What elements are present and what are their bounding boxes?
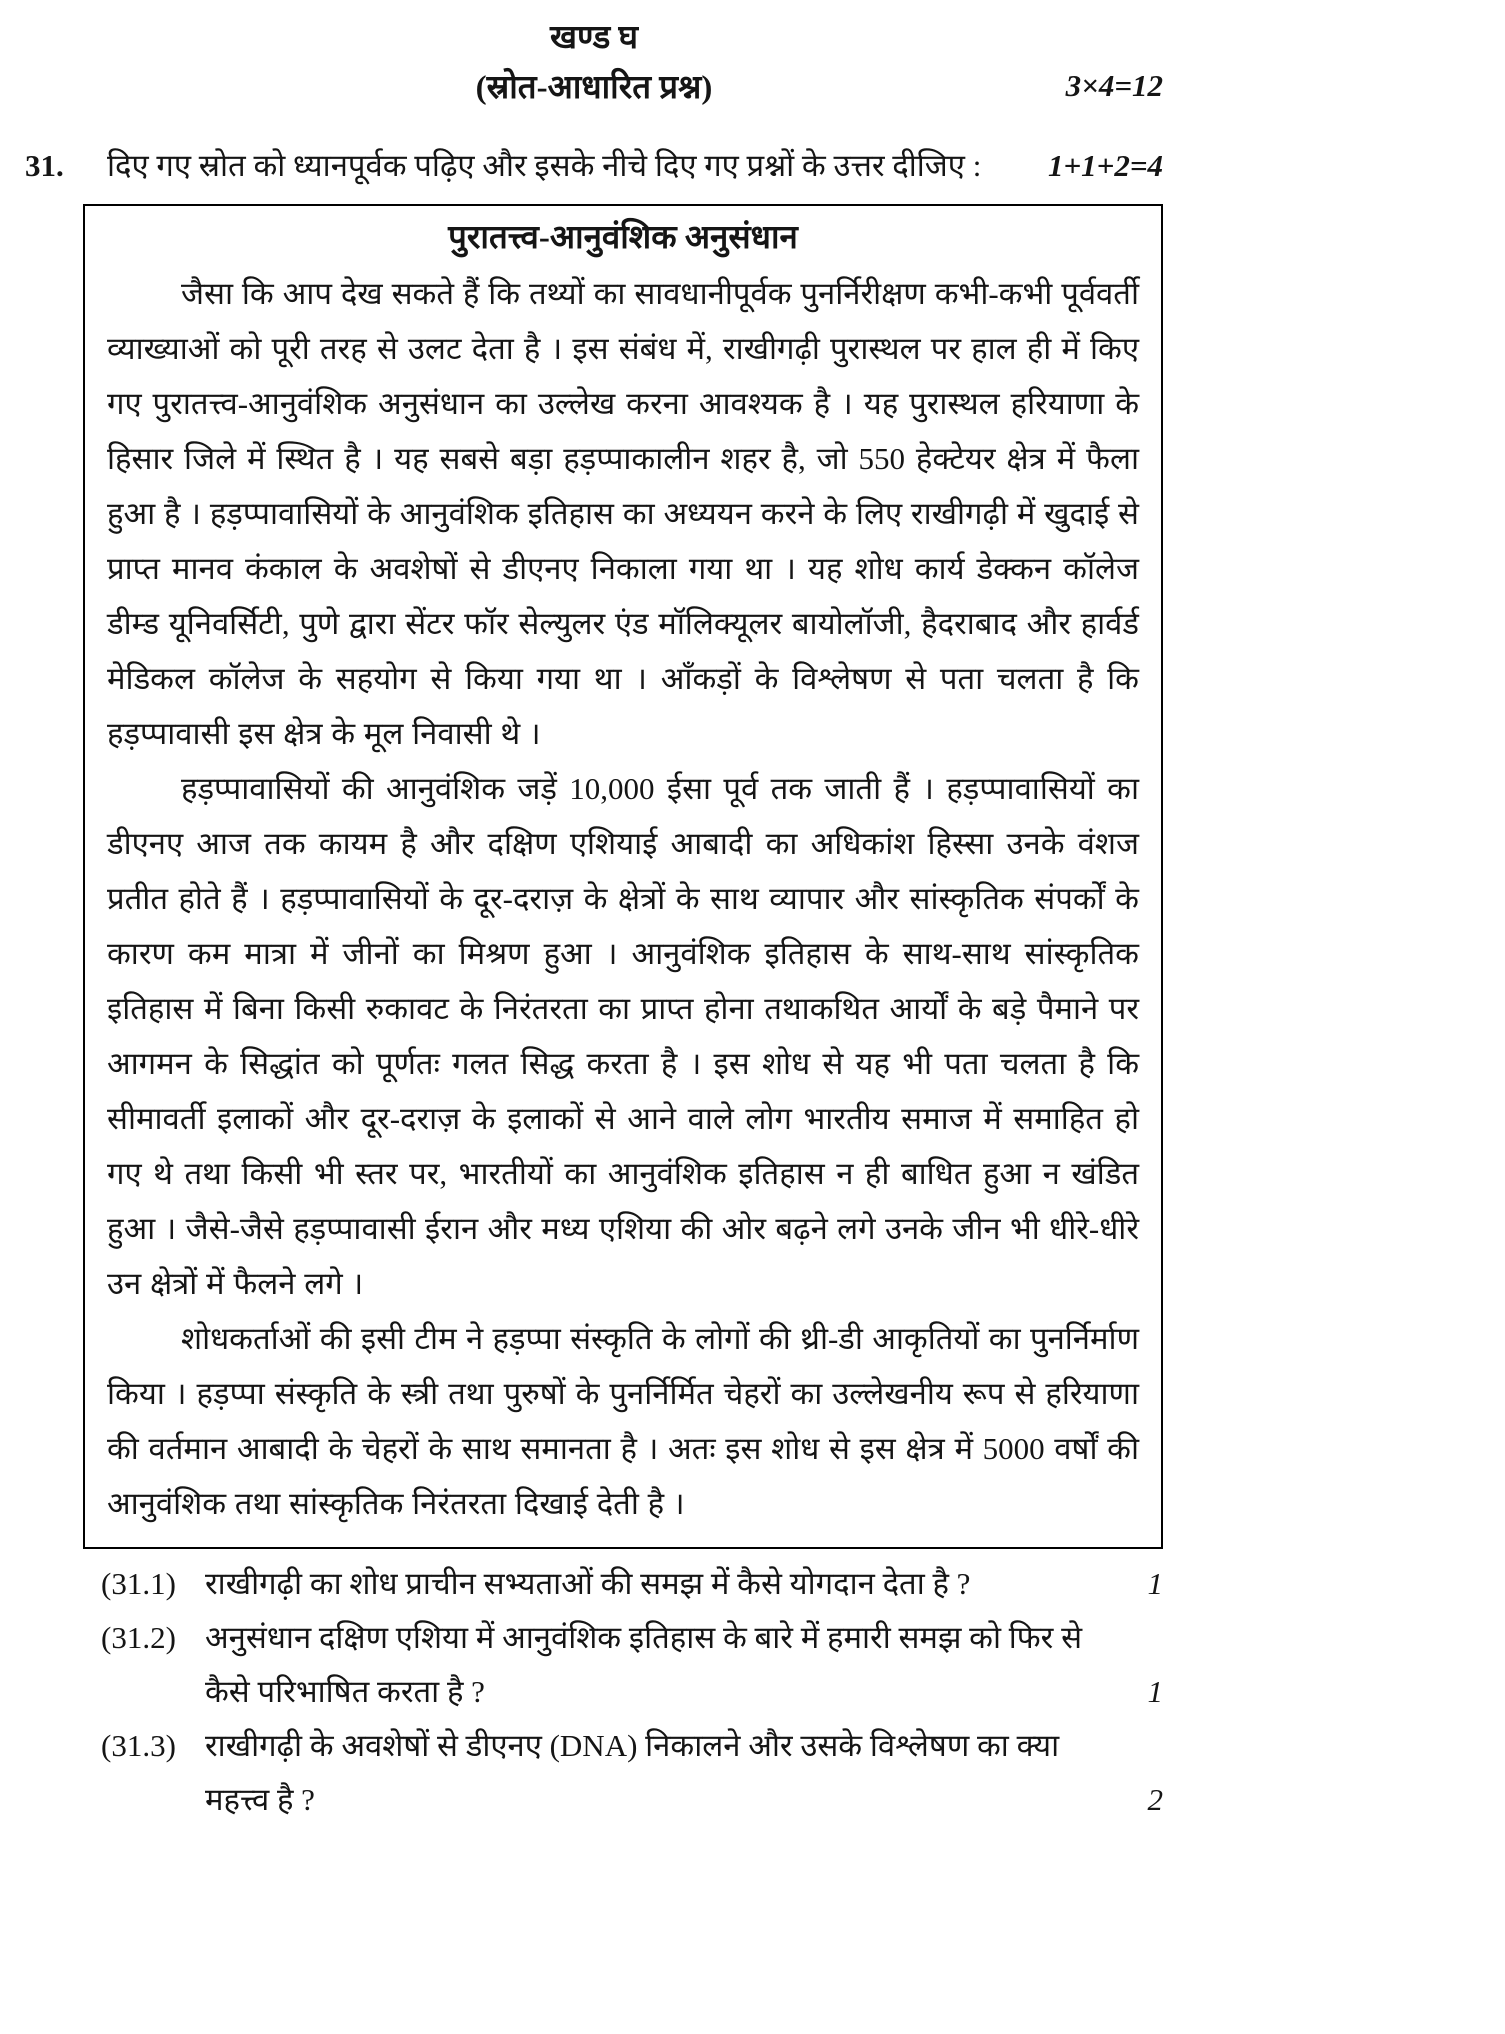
sub-question-number: (31.3) [101,1728,176,1763]
exam-page-content [25,16,1163,1827]
sub-question-text: अनुसंधान दक्षिण एशिया में आनुवंशिक इतिहास के बारे में हमारी समझ को फिर से कैसे परिभाषित करता है ? [205,1620,1083,1709]
section-subtitle: (स्रोत-आधारित प्रश्न) [475,70,713,106]
sub-question-marks: 1 [1147,1566,1163,1601]
section-title: खण्ड घ [549,20,639,56]
passage-paragraph-3: शोधकर्ताओं की इसी टीम ने हड़प्पा संस्कृति के लोगों की थ्री-डी आकृतियों का पुनर्निर्माण किया । हड़प्पा संस्कृति के स्त्री तथा पुरुषों के पुनर्निर्मित चेहरों का उल्लेखनीय रूप से हरियाणा की वर्तमान आबादी के चेहरों के साथ समानता है । अतः इस शोध से इस क्षेत्र में 5000 वर्षों की आनुवंशिक तथा सांस्कृतिक निरंतरता दिखाई देती है । [107,1321,1139,1521]
sub-question-31-1 [101,1557,1163,1611]
sub-question-number: (31.2) [101,1620,176,1655]
sub-question-number: (31.1) [101,1566,176,1601]
passage-paragraph-2: हड़प्पावासियों की आनुवंशिक जड़ें 10,000 ईसा पूर्व तक जाती हैं । हड़प्पावासियों का डीएनए आज तक कायम है और दक्षिण एशियाई आबादी का अधिकांश हिस्सा उनके वंशज प्रतीत होते हैं । हड़प्पावासियों के दूर-दराज़ के क्षेत्रों के साथ व्यापार और सांस्कृतिक संपर्कों के कारण कम मात्रा में जीनों का मिश्रण हुआ । आनुवंशिक इतिहास के साथ-साथ सांस्कृतिक इतिहास में बिना किसी रुकावट के निरंतरता का प्राप्त होना तथाकथित आर्यों के बड़े पैमाने पर आगमन के सिद्धांत को पूर्णतः गलत सिद्ध करता है । इस शोध से यह भी पता चलता है कि सीमावर्ती इलाकों और दूर-दराज़ के इलाकों से आने वाले लोग भारतीय समाज में समाहित हो गए थे तथा किसी भी स्तर पर, भारतीयों का आनुवंशिक इतिहास न ही बाधित हुआ न खंडित हुआ । जैसे-जैसे हड़प्पावासी ईरान और मध्य एशिया की ओर बढ़ने लगे उनके जीन भी धीरे-धीरे उन क्षेत्रों में फैलने लगे । [107,771,1139,1301]
sub-question-text: राखीगढ़ी के अवशेषों से डीएनए (DNA) निकालने और उसके विश्लेषण का क्या महत्त्व है ? [205,1728,1060,1817]
sub-question-31-3 [101,1719,1163,1827]
section-total-marks: 3×4=12 [1065,68,1163,103]
sub-question-text: राखीगढ़ी का शोध प्राचीन सभ्यताओं की समझ में कैसे योगदान देता है ? [205,1566,971,1601]
sub-question-marks: 2 [1147,1782,1163,1817]
sub-question-marks: 1 [1147,1674,1163,1709]
sub-question-31-2 [101,1611,1163,1719]
question-marks: 1+1+2=4 [1048,148,1163,183]
sub-question-list [25,1557,1163,1827]
question-instruction: दिए गए स्रोत को ध्यानपूर्वक पढ़िए और इसके नीचे दिए गए प्रश्नों के उत्तर दीजिए : [107,148,982,183]
question-number: 31. [25,148,64,183]
passage-paragraph-1: जैसा कि आप देख सकते हैं कि तथ्यों का सावधानीपूर्वक पुनर्निरीक्षण कभी-कभी पूर्ववर्ती व्याख्याओं को पूरी तरह से उलट देता है । इस संबंध में, राखीगढ़ी पुरास्थल पर हाल ही में किए गए पुरातत्त्व-आनुवंशिक अनुसंधान का उल्लेख करना आवश्यक है । यह पुरास्थल हरियाणा के हिसार जिले में स्थित है । यह सबसे बड़ा हड़प्पाकालीन शहर है, जो 550 हेक्टेयर क्षेत्र में फैला हुआ है । हड़प्पावासियों के आनुवंशिक इतिहास का अध्ययन करने के लिए राखीगढ़ी में खुदाई से प्राप्त मानव कंकाल के अवशेषों से डीएनए निकाला गया था । यह शोध कार्य डेक्कन कॉलेज डीम्ड यूनिवर्सिटी, पुणे द्वारा सेंटर फॉर सेल्युलर एंड मॉलिक्यूलर बायोलॉजी, हैदराबाद और हार्वर्ड मेडिकल कॉलेज के सहयोग से किया गया था । आँकड़ों के विश्लेषण से पता चलता है कि हड़प्पावासी इस क्षेत्र के मूल निवासी थे । [107,276,1139,751]
passage-title: पुरातत्त्व-आनुवंशिक अनुसंधान [448,220,798,256]
question-31-row [25,142,1163,190]
source-passage-box [83,204,1163,1549]
section-subtitle-row [25,66,1163,114]
